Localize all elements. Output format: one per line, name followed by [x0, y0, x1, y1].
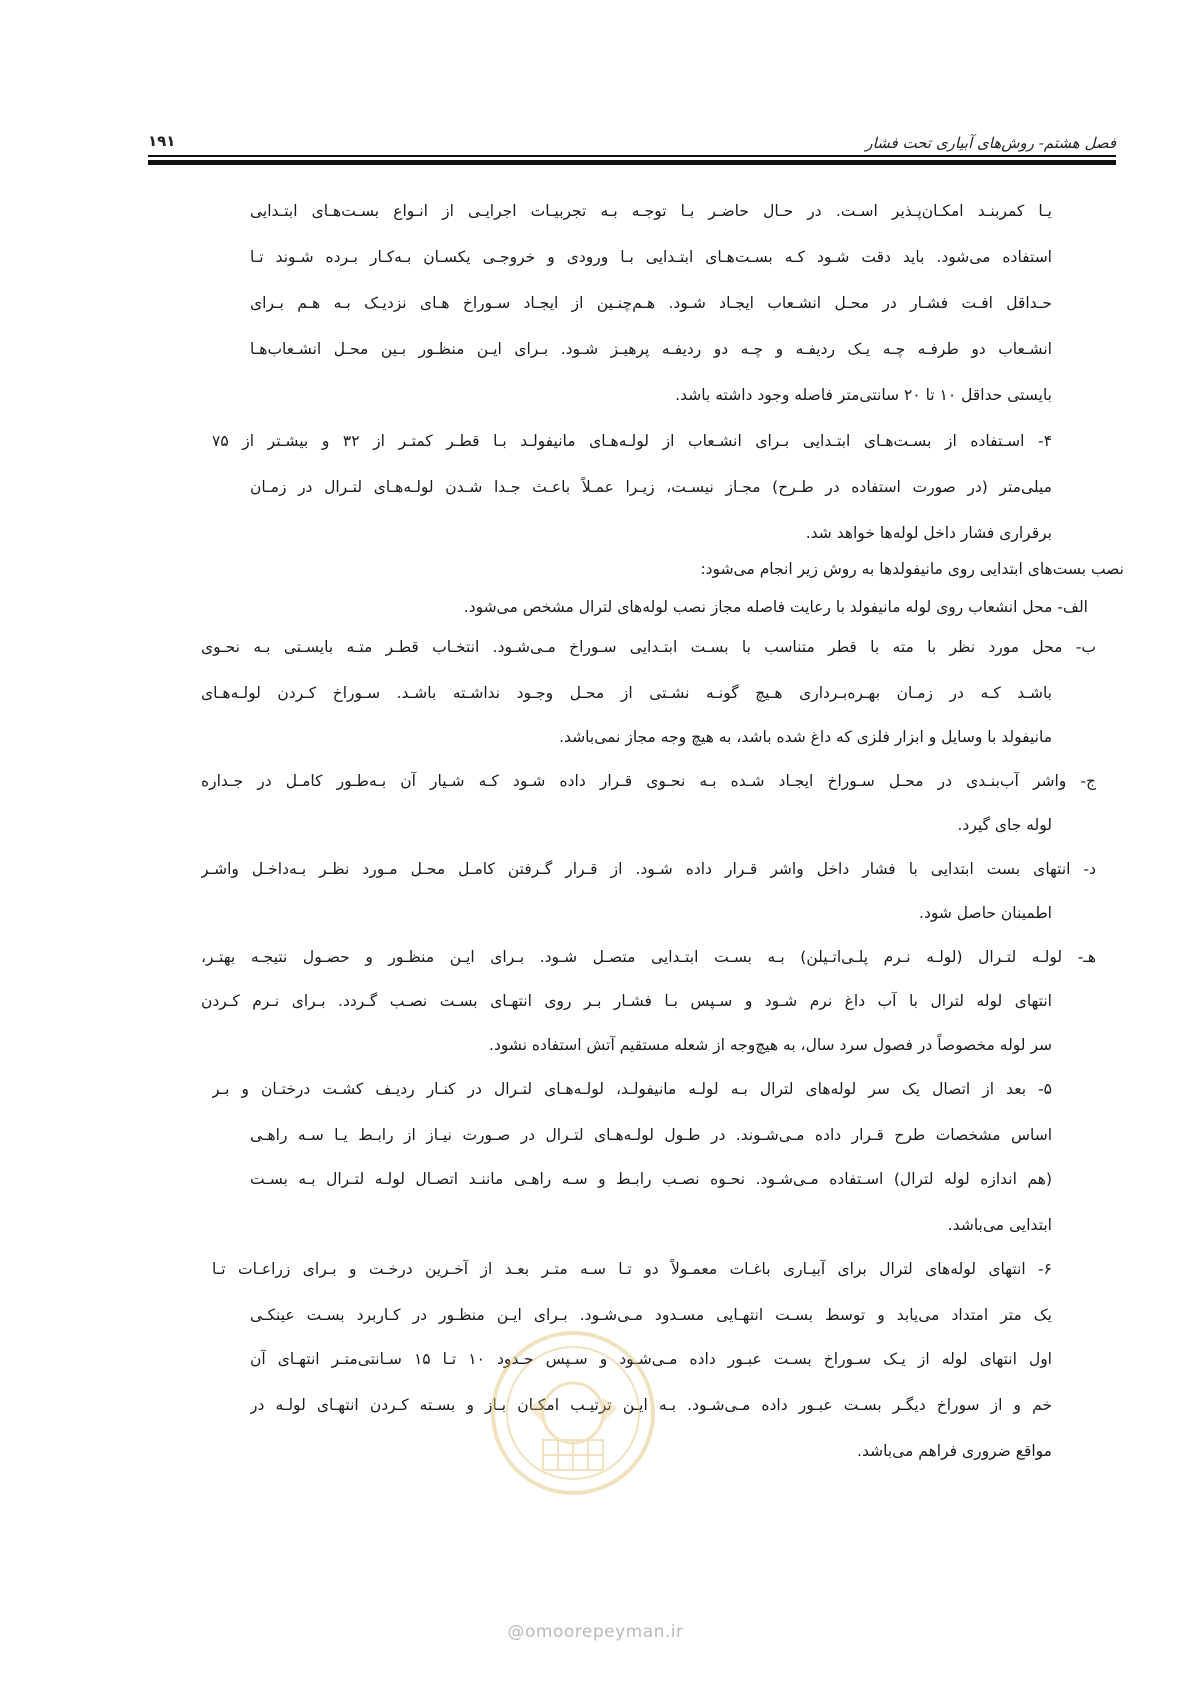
text-line: استفاده می‌شود. باید دقت شـود کـه بسـت‌هـای ابتـدایی بـا ورودی و خروجـی یکسـان بـه‌کـار بـرده شـوند تـا [250, 248, 1052, 266]
page-number: ۱۹۱ [148, 132, 176, 150]
list-item-alef: الف- محل انشعاب روی لوله مانیفولد با رعایت فاصله مجاز نصب لوله‌های لترال مشخص می‌شود. [463, 598, 1088, 616]
text-line: اول انتهای لوله از یـک سـوراخ بسـت عبـور داده مـی‌شـود و سـپس حـدود ۱۰ تـا ۱۵ سـانتی‌متـر انتهـای آن [250, 1350, 1052, 1368]
text-line: مواقع ضروری فراهم می‌باشد. [857, 1442, 1052, 1460]
text-line: خم و از سوراخ دیگـر بسـت عبـور داده مـی‌شـود. بـه ایـن ترتیـب امکـان بـاز و بسـته کـردن انتهـای لولـه در [250, 1396, 1052, 1414]
text-line: بایستی حداقل ۱۰ تا ۲۰ سانتی‌متر فاصله وجود داشته باشد. [675, 386, 1052, 404]
text-line: انشـعاب دو طرفـه چـه یـک ردیفـه و چـه دو ردیفـه پرهیـز شـود. بـرای ایـن منظـور بـین محـل انشـعاب‌هـا [250, 340, 1052, 358]
text-line: یک متر امتداد می‌یابد و توسط بسـت انتهـایی مسـدود مـی‌شـود. بـرای ایـن منظـور در کـاربرد بسـت عینکـی [250, 1306, 1052, 1324]
text-line: باشـد کـه در زمـان بهـره‌بـرداری هـیچ گونـه نشـتی از محـل وجـود نداشـته باشـد. سـوراخ کـردن لولـه‌هـای [201, 684, 1052, 702]
list-item-6: ۶- انتهای لوله‌های لترال برای آبیـاری باغـات معمـولاً دو تـا سـه متـر بعـد از آخـرین درخـت و بـرای زراعـات تـا [212, 1260, 1052, 1278]
list-item-4: ۴- اسـتفاده از بسـت‌هـای ابتـدایی بـرای انشـعاب از لولـه‌هـای مانیفولـد بـا قطـر کمتـر از ۳۲ و بیشـتر از ۷۵ [212, 432, 1052, 450]
section-intro: نصب بست‌های ابتدایی روی مانیفولدها به روش زیر انجام می‌شود: [700, 560, 1124, 578]
text-line: یـا کمربنـد امکـان‌پـذیر اسـت. در حـال حاضـر بـا توجـه بـه تجربیـات اجرایـی از انـواع بسـت‌هـای ابتـدایی [250, 202, 1052, 220]
header-rule-thin [148, 155, 1116, 157]
text-line: اساس مشخصات طرح قـرار داده مـی‌شـوند. در طـول لولـه‌هـای لتـرال در صـورت نیـاز از رابـط یـا سـه راهـی [250, 1126, 1052, 1144]
list-item-dal: د- انتهای بست ابتدایی با فشار داخل واشر قـرار داده شـود. از قـرار گـرفتن کامـل محـل مـورد نظـر بـه‌داخـل واشـر [201, 860, 1096, 878]
text-line: میلی‌متر (در صورت استفاده در طـرح) مجـاز نیسـت، زیـرا عمـلاً باعـث جـدا شـدن لولـه‌هـای لتـرال در زمـان [250, 478, 1052, 496]
at-icon: @ [507, 1622, 525, 1642]
text-line: ابتدایی می‌باشد. [947, 1216, 1052, 1234]
website-url: omoorepeyman.ir [524, 1622, 684, 1642]
page-header [148, 126, 1116, 156]
footer-url [0, 1622, 1191, 1642]
list-item-be: ب- محل مورد نظر با مته با قطر متناسب با بسـت ابتـدایی سـوراخ مـی‌شـود. انتخـاب قطـر متـه بایسـتی بـه نحـوی [201, 638, 1096, 656]
list-item-he: هـ- لولـه لتـرال (لولـه نـرم پلـی‌اتـیلن) بـه بسـت ابتـدایی متصـل شـود. بـرای ایـن منظـور و حصـول نتیجـه بهتـر، [201, 948, 1096, 966]
text-line: لوله جای گیرد. [957, 816, 1052, 834]
header-rule-thick [148, 160, 1116, 165]
text-line: حـداقل افـت فشـار در محـل انشـعاب ایجـاد شـود. هـم‌چنـین از ایجـاد سـوراخ هـای نزدیـک بـه هـم بـرای [250, 294, 1052, 312]
text-line: مانیفولد با وسایل و ابزار فلزی که داغ شده باشد، به هیچ وجه مجاز نمی‌باشد. [559, 728, 1052, 746]
text-line: برقراری فشار داخل لوله‌ها خواهد شد. [805, 524, 1052, 542]
seal-logo-icon [488, 1328, 658, 1498]
text-line: اطمینان حاصل شود. [919, 904, 1052, 922]
text-line: سر لوله مخصوصاً در فصول سرد سال، به هیچ‌وجه از شعله مستقیم آتش استفاده نشود. [489, 1036, 1052, 1054]
chapter-title: فصل هشتم- روش‌های آبیاری تحت فشار [865, 134, 1116, 152]
text-line: (هم اندازه لوله لترال) اسـتفاده مـی‌شـود. نحـوه نصـب رابـط و سـه راهـی ماننـد اتصـال لولـه لتـرال بـه بسـت [250, 1170, 1052, 1188]
text-line: انتهای لوله لترال با آب داغ نرم شـود و سـپس بـا فشـار بـر روی انتهـای بسـت نصـب گـردد. بـرای نـرم کـردن [201, 992, 1052, 1010]
list-item-jim: ج- واشر آب‌بنـدی در محـل سـوراخ ایجـاد شـده بـه نحـوی قـرار داده شـود کـه شـیار آن بـه‌طـور کامـل در جـداره [201, 772, 1096, 790]
list-item-5: ۵- بعد از اتصال یک سر لوله‌های لترال بـه لولـه مانیفولـد، لولـه‌هـای لتـرال در کنـار ردیـف کشـت درختـان و بـر [212, 1080, 1052, 1098]
